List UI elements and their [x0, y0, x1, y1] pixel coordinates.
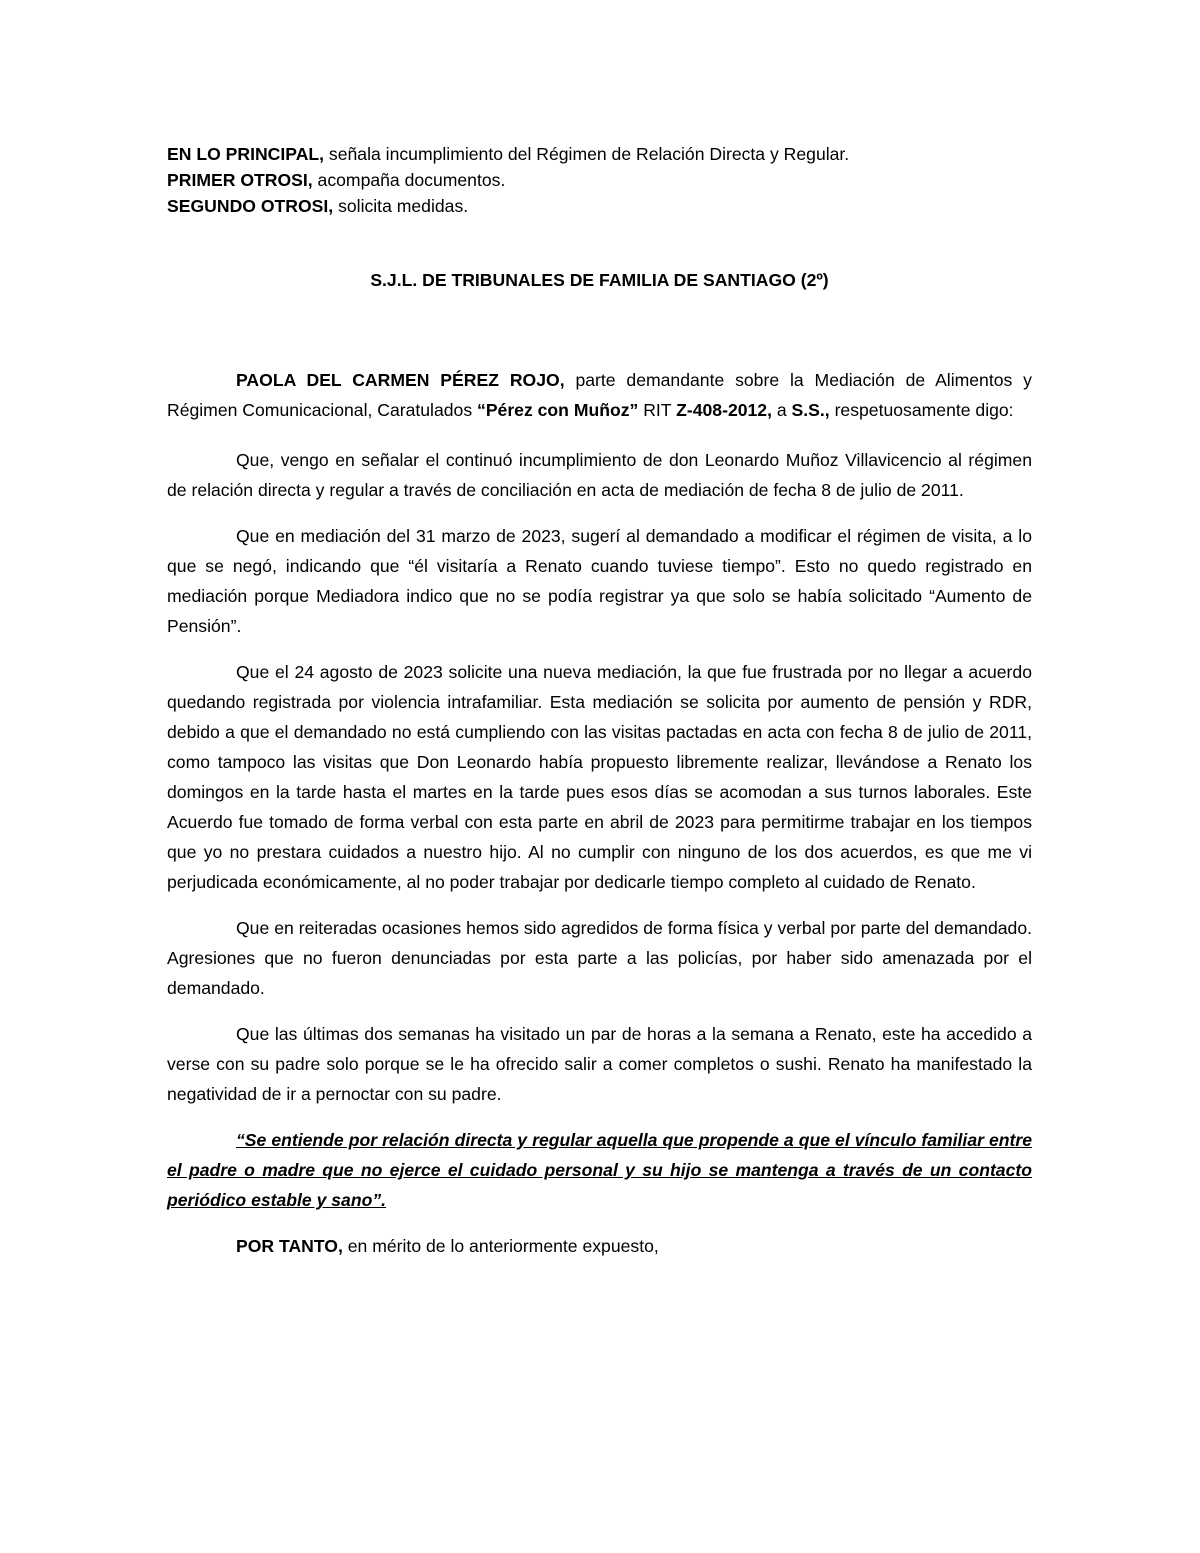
- sumilla-line-principal: [167, 141, 1032, 167]
- legal-quote: “Se entiende por relación directa y regular aquella que propende a que el vínculo familiar entre el padre o madre que no ejerce el cuidado personal y su hijo se mantenga a través de un contacto periódico estable y sano”.: [167, 1130, 1032, 1210]
- sumilla-line-segundo-otrosi: [167, 193, 1032, 219]
- body-paragraph: Que en mediación del 31 marzo de 2023, sugerí al demandado a modificar el régimen de visita, a lo que se negó, indicando que “él visitaría a Renato cuando tuviese tiempo”. Esto no quedo registrado en mediación porque Mediadora indico que no se podía registrar ya que solo se había solicitado “Aumento de Pensión”.: [167, 526, 1032, 636]
- por-tanto-paragraph: [167, 1231, 1032, 1261]
- sumilla-label: SEGUNDO OTROSI,: [167, 196, 334, 216]
- sumilla: [167, 141, 1032, 219]
- sumilla-label: EN LO PRINCIPAL,: [167, 144, 325, 164]
- sumilla-line-primer-otrosi: [167, 167, 1032, 193]
- body-paragraph: Que el 24 agosto de 2023 solicite una nueva mediación, la que fue frustrada por no llegar a acuerdo quedando registrada por violencia intrafamiliar. Esta mediación se solicita por aumento de pensión y RDR, debido a que el demandado no está cumpliendo con las visitas pactadas en acta con fecha 8 de julio de 2011, como tampoco las visitas que Don Leonardo había propuesto libremente realizar, llevándose a Renato los domingos en la tarde hasta el martes en la tarde pues esos días se acomodan a sus turnos laborales. Este Acuerdo fue tomado de forma verbal con esta parte en abril de 2023 para permitirme trabajar en los tiempos que yo no prestara cuidados a nuestro hijo. Al no cumplir con ninguno de los dos acuerdos, es que me vi perjudicada económicamente, al no poder trabajar por dedicarle tiempo completo al cuidado de Renato.: [167, 662, 1032, 892]
- comparece-text: RIT: [638, 400, 677, 420]
- party-name: PAOLA DEL CARMEN PÉREZ ROJO,: [236, 370, 565, 390]
- court-heading: S.J.L. DE TRIBUNALES DE FAMILIA DE SANTIAGO (2º): [370, 270, 829, 290]
- comparece-text: respetuosamente digo:: [829, 400, 1014, 420]
- body-paragraph: Que, vengo en señalar el continuó incumplimiento de don Leonardo Muñoz Villavicencio al régimen de relación directa y regular a través de conciliación en acta de mediación de fecha 8 de julio de 2011.: [167, 450, 1032, 500]
- comparece-text: parte demandante sobre la Mediación de Alimentos y Régimen Comunicacional, Caratulados: [167, 370, 1032, 420]
- case-rit: Z-408-2012,: [676, 400, 772, 420]
- sumilla-label: PRIMER OTROSI,: [167, 170, 313, 190]
- por-tanto-label: POR TANTO,: [236, 1236, 343, 1256]
- sumilla-text: solicita medidas.: [333, 196, 469, 216]
- comparece-text: a: [771, 400, 792, 420]
- document-body: [167, 141, 1032, 1261]
- case-caption: “Pérez con Muñoz”: [477, 400, 639, 420]
- sumilla-text: señala incumplimiento del Régimen de Relación Directa y Regular.: [324, 144, 850, 164]
- sumilla-text: acompaña documentos.: [312, 170, 506, 190]
- por-tanto-text: en mérito de lo anteriormente expuesto,: [342, 1236, 659, 1256]
- comparecencia-paragraph: [167, 365, 1032, 425]
- body-paragraph: Que en reiteradas ocasiones hemos sido agredidos de forma física y verbal por parte del demandado. Agresiones que no fueron denunciadas por esta parte a las policías, por haber sido amenazada por el demandado.: [167, 918, 1032, 998]
- court-abbrev: S.S.,: [791, 400, 830, 420]
- body-paragraph: Que las últimas dos semanas ha visitado un par de horas a la semana a Renato, este ha accedido a verse con su padre solo porque se le ha ofrecido salir a comer completos o sushi. Renato ha manifestado la negatividad de ir a pernoctar con su padre.: [167, 1024, 1032, 1104]
